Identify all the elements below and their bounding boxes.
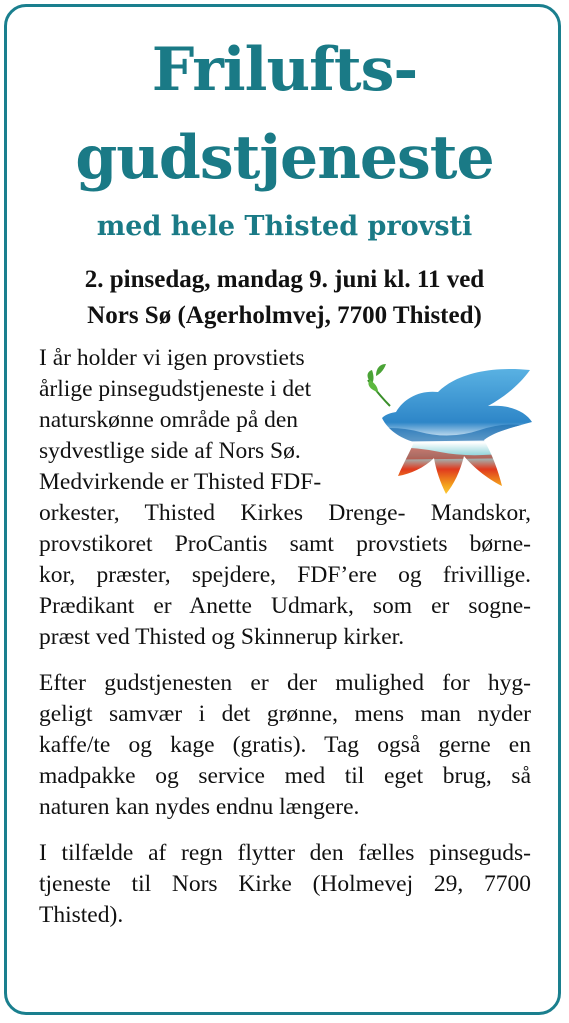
- text-line: I tilfælde af regn flytter den fælles pinseguds-: [39, 840, 531, 866]
- text-line: naturen kan nydes endnu længere.: [39, 794, 360, 820]
- text-line: årlige pinsegudstjeneste i det: [39, 376, 312, 402]
- text-line: madpakke og service med til eget brug, så: [39, 763, 531, 789]
- title-line-2: gudstjeneste: [75, 123, 494, 193]
- title-line-1: Frilufts-: [151, 35, 418, 105]
- text-line: præst ved Thisted og Skinnerup kirker.: [39, 624, 405, 650]
- text-line: I år holder vi igen provstiets: [39, 345, 305, 371]
- text-line: naturskønne område på den: [39, 407, 299, 433]
- subtitle: med hele Thisted provsti: [96, 211, 473, 242]
- text-line: Prædikant er Anette Udmark, som er sogne-: [39, 593, 531, 619]
- text-line: orkester, Thisted Kirkes Drenge- Mandskor,: [39, 500, 531, 526]
- dove-illustration: [360, 362, 536, 496]
- text-line: tjeneste til Nors Kirke (Holmevej 29, 7700: [39, 871, 531, 897]
- text-line: kor, præster, spejdere, FDF’ere og frivillige.: [39, 562, 531, 588]
- text-line: kaffe/te og kage (gratis). Tag også gerne en: [39, 732, 531, 758]
- text-line: sydvestlige side af Nors Sø.: [39, 438, 301, 464]
- text-line: Efter gudstjenesten er der mulighed for hyg-: [39, 670, 531, 696]
- date-line-1: 2. pinsedag, mandag 9. juni kl. 11 ved: [84, 266, 485, 293]
- text-line: provstikoret ProCantis samt provstiets børne-: [39, 531, 531, 557]
- text-line: geligt samvær i det grønne, mens man nyder: [39, 701, 531, 727]
- date-line-2: Nors Sø (Agerholmvej, 7700 Thisted): [87, 302, 482, 329]
- text-line: Medvirkende er Thisted FDF-: [39, 469, 322, 495]
- text-line: Thisted).: [39, 902, 124, 928]
